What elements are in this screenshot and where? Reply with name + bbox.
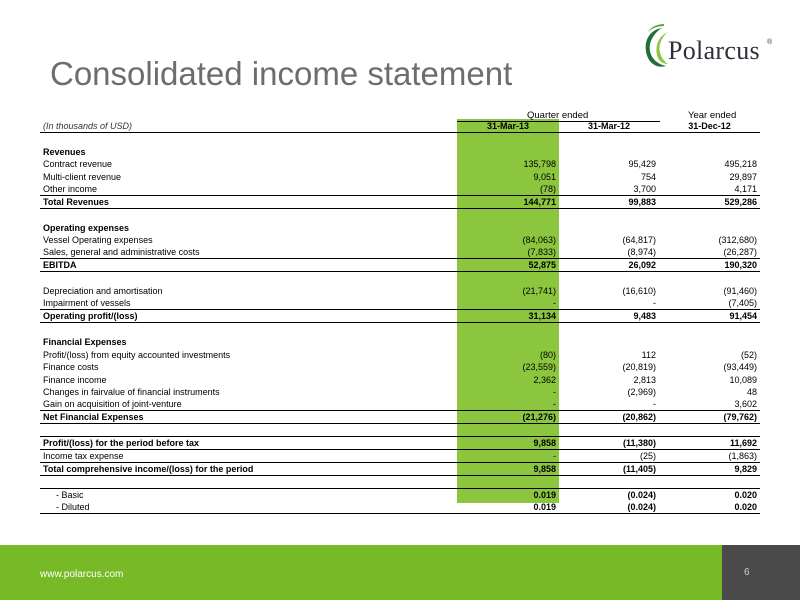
row-label: Profit/(loss) from equity accounted investments (43, 349, 231, 360)
cell-31-mar-12: 754 (640, 171, 656, 182)
cell-31-dec-12: (93,449) (723, 362, 757, 373)
table-row (40, 158, 760, 171)
cell-31-mar-13: - (457, 398, 559, 411)
cell-31-mar-12: (16,610) (622, 286, 656, 297)
cell-31-mar-13 (457, 475, 559, 488)
cell-31-mar-13: (7,833) (457, 246, 559, 259)
column-header-31-dec-12: 31-Dec-12 (659, 120, 760, 133)
section-heading-row (40, 145, 760, 158)
table-row (40, 373, 760, 386)
row-label: - Diluted (40, 501, 457, 514)
table-row (40, 297, 760, 310)
quarter-ended-label: Quarter ended (527, 110, 589, 121)
cell-31-mar-12 (559, 145, 659, 158)
cell-31-mar-12: (20,862) (559, 411, 659, 424)
row-label (40, 272, 457, 285)
row-label: Operating expenses (43, 222, 130, 233)
row-label: Changes in fairvalue of financial instruments (43, 387, 220, 398)
cell-31-mar-12: - (559, 297, 659, 310)
cell-31-mar-13: 9,858 (457, 436, 559, 449)
cell-31-mar-13: 144,771 (457, 196, 559, 209)
column-header-31-mar-13: 31-Mar-13 (457, 120, 559, 133)
cell-31-mar-12: (25) (559, 449, 659, 462)
cell-31-dec-12 (659, 335, 760, 348)
cell-31-dec-12 (659, 323, 760, 336)
row-label: Profit/(loss) for the period before tax (40, 436, 457, 449)
page-number-box (722, 545, 800, 600)
row-label: Sales, general and administrative costs (40, 246, 457, 259)
cell-31-mar-12: 3,700 (633, 184, 656, 195)
row-label (40, 323, 457, 336)
cell-31-mar-13: 9,858 (457, 462, 559, 475)
cell-31-mar-12: 99,883 (559, 196, 659, 209)
row-label: Total comprehensive income/(loss) for the period (40, 462, 457, 475)
cell-31-dec-12: 29,897 (729, 171, 757, 182)
footer-website-link[interactable]: www.polarcus.com (40, 569, 124, 580)
row-label: Depreciation and amortisation (43, 286, 163, 297)
cell-31-mar-13: (23,559) (522, 362, 556, 373)
cell-31-mar-13 (457, 272, 559, 285)
cell-31-mar-12: (11,405) (559, 462, 659, 475)
cell-31-mar-13 (457, 323, 559, 336)
logo-wordmark: Polarcus (668, 36, 760, 65)
cell-31-dec-12: (52) (740, 349, 757, 360)
total-row (40, 411, 760, 424)
cell-31-mar-12: (0.024) (627, 489, 656, 500)
table-row (40, 475, 760, 488)
cell-31-mar-13: 52,875 (457, 259, 559, 272)
cell-31-dec-12: 495,218 (724, 159, 757, 170)
cell-31-dec-12: 10,089 (729, 374, 757, 385)
cell-31-mar-12: (64,817) (622, 235, 656, 246)
section-heading-row (40, 221, 760, 234)
cell-31-mar-12: 26,092 (559, 259, 659, 272)
row-label: Income tax expense (40, 449, 457, 462)
cell-31-dec-12 (659, 475, 760, 488)
row-label: Net Financial Expenses (40, 411, 457, 424)
cell-31-dec-12 (659, 272, 760, 285)
table-row (40, 170, 760, 183)
cell-31-dec-12: (1,863) (659, 449, 760, 462)
total-row (40, 310, 760, 323)
cell-31-dec-12 (659, 133, 760, 146)
row-label: Gain on acquisition of joint-venture (40, 398, 457, 411)
cell-31-dec-12: 3,602 (659, 398, 760, 411)
table-row (40, 234, 760, 247)
cell-31-mar-12: - (559, 398, 659, 411)
cell-31-mar-13: 2,362 (533, 374, 556, 385)
row-label: Multi-client revenue (43, 171, 122, 182)
units-label: (In thousands of USD) (40, 120, 457, 133)
polarcus-logo (640, 22, 780, 72)
page-number: 6 (744, 567, 750, 578)
cell-31-mar-13: (21,276) (457, 411, 559, 424)
cell-31-mar-13: 9,051 (533, 171, 556, 182)
cell-31-mar-12 (559, 335, 659, 348)
row-label (40, 209, 457, 222)
cell-31-dec-12: (26,287) (659, 246, 760, 259)
cell-31-dec-12: 48 (746, 387, 757, 398)
cell-31-mar-13: - (457, 449, 559, 462)
cell-31-mar-12: 2,813 (633, 374, 656, 385)
row-label: Finance costs (43, 362, 99, 373)
cell-31-dec-12: 190,320 (659, 259, 760, 272)
cell-31-mar-13: - (457, 297, 559, 310)
cell-31-mar-13: - (553, 387, 556, 398)
eps-row (40, 501, 760, 514)
row-label (40, 424, 457, 437)
cell-31-mar-12: (11,380) (559, 436, 659, 449)
cell-31-dec-12: 91,454 (659, 310, 760, 323)
cell-31-dec-12 (659, 221, 760, 234)
cell-31-mar-12 (559, 209, 659, 222)
cell-31-mar-12: 112 (641, 349, 656, 360)
cell-31-mar-12 (559, 133, 659, 146)
cell-31-mar-12 (559, 475, 659, 488)
column-header-31-mar-12: 31-Mar-12 (559, 120, 659, 133)
cell-31-mar-12: (20,819) (622, 362, 656, 373)
cell-31-dec-12: 0.020 (659, 501, 760, 514)
cell-31-mar-12: 9,483 (559, 310, 659, 323)
total-row (40, 436, 760, 449)
table-row (40, 272, 760, 285)
cell-31-mar-13 (457, 424, 559, 437)
table-row (40, 361, 760, 374)
cell-31-mar-13: (80) (539, 349, 556, 360)
row-label: Financial Expenses (43, 336, 127, 347)
table-row (40, 323, 760, 336)
row-label: Impairment of vessels (40, 297, 457, 310)
table-row (40, 398, 760, 411)
eps-row (40, 488, 760, 501)
cell-31-mar-12: 95,429 (628, 159, 656, 170)
row-label: Vessel Operating expenses (43, 235, 153, 246)
cell-31-mar-12 (559, 272, 659, 285)
row-label: Total Revenues (40, 196, 457, 209)
table-row (40, 424, 760, 437)
cell-31-dec-12 (659, 424, 760, 437)
total-row (40, 196, 760, 209)
cell-31-dec-12: 11,692 (659, 436, 760, 449)
total-row (40, 462, 760, 475)
row-label (40, 133, 457, 146)
income-statement-table (40, 120, 760, 514)
cell-31-mar-12 (559, 221, 659, 234)
section-heading-row (40, 335, 760, 348)
cell-31-mar-13 (457, 209, 559, 222)
cell-31-mar-13 (457, 145, 559, 158)
table-row (40, 348, 760, 361)
cell-31-mar-13 (457, 133, 559, 146)
cell-31-mar-13: 135,798 (523, 159, 556, 170)
row-label: Other income (43, 184, 98, 195)
table-row (40, 386, 760, 399)
row-label: Contract revenue (43, 159, 113, 170)
footer-bar (0, 545, 800, 600)
row-label: Revenues (43, 146, 86, 157)
cell-31-dec-12: 9,829 (659, 462, 760, 475)
table-row (40, 246, 760, 259)
cell-31-dec-12: 0.020 (734, 489, 757, 500)
cell-31-dec-12: 4,171 (734, 184, 757, 195)
row-label: Finance income (43, 374, 107, 385)
cell-31-mar-13 (457, 335, 559, 348)
table-header-row (40, 120, 760, 133)
row-label (40, 475, 457, 488)
cell-31-dec-12: (91,460) (723, 286, 757, 297)
logo-trademark: ® (767, 39, 773, 46)
row-label: EBITDA (40, 259, 457, 272)
cell-31-dec-12 (659, 145, 760, 158)
table-row (40, 183, 760, 196)
row-label: Operating profit/(loss) (40, 310, 457, 323)
cell-31-mar-13: 31,134 (457, 310, 559, 323)
cell-31-mar-12: (2,969) (627, 387, 656, 398)
total-row (40, 259, 760, 272)
row-label: - Basic (56, 489, 84, 500)
cell-31-mar-13 (457, 221, 559, 234)
cell-31-mar-13: (84,063) (522, 235, 556, 246)
cell-31-dec-12: 529,286 (659, 196, 760, 209)
table-row (40, 285, 760, 298)
cell-31-mar-12 (559, 323, 659, 336)
cell-31-dec-12: (79,762) (659, 411, 760, 424)
year-ended-label: Year ended (688, 110, 737, 121)
cell-31-mar-12 (559, 424, 659, 437)
cell-31-dec-12: (312,680) (718, 235, 757, 246)
page-title: Consolidated income statement (50, 55, 513, 92)
cell-31-mar-13: 0.019 (457, 501, 559, 514)
cell-31-mar-12: (0.024) (559, 501, 659, 514)
table-row (40, 449, 760, 462)
cell-31-dec-12: (7,405) (659, 297, 760, 310)
cell-31-mar-13: 0.019 (533, 489, 556, 500)
table-row (40, 133, 760, 146)
cell-31-mar-13: (21,741) (522, 286, 556, 297)
cell-31-mar-13: (78) (539, 184, 556, 195)
cell-31-dec-12 (659, 209, 760, 222)
cell-31-mar-12: (8,974) (559, 246, 659, 259)
table-row (40, 209, 760, 222)
